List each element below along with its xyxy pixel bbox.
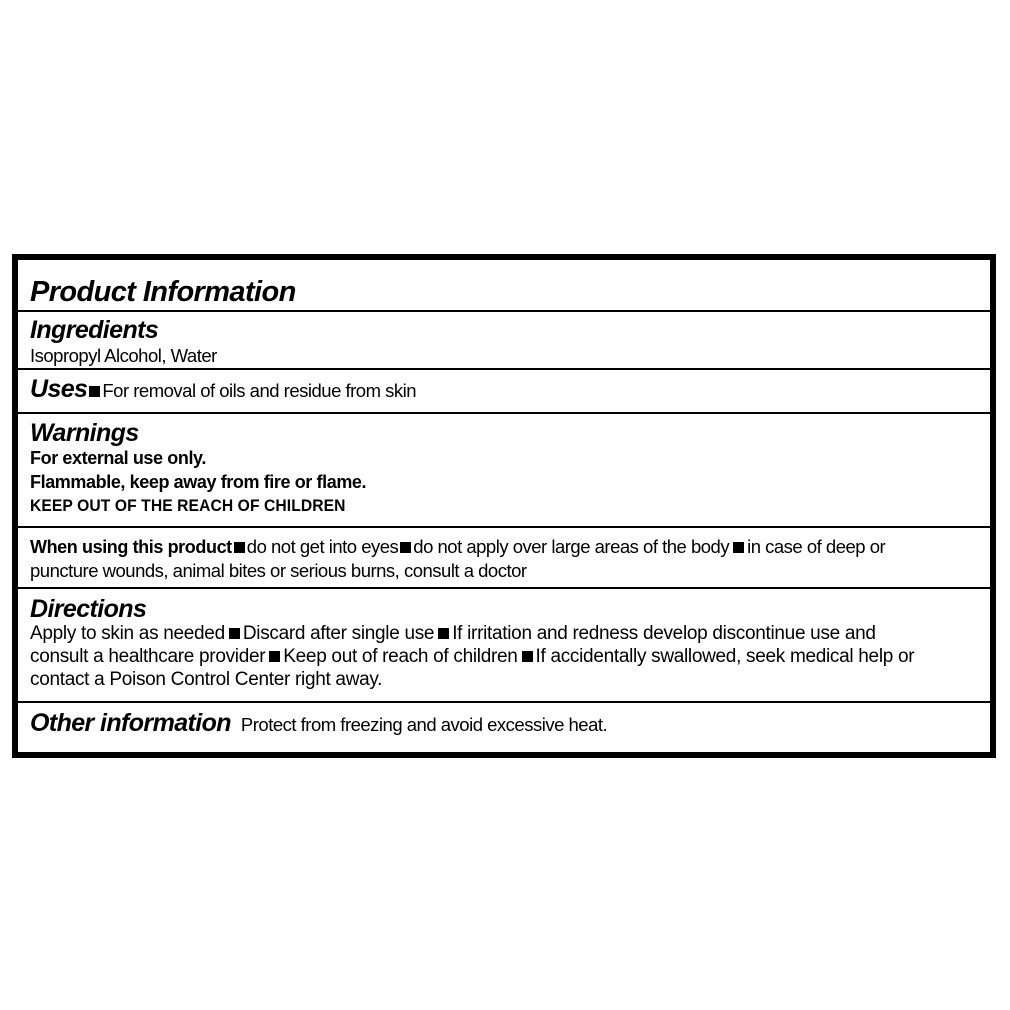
direction-item: Apply to skin as needed: [30, 623, 225, 644]
direction-item: Discard after single use: [242, 623, 435, 644]
direction-item-continued: contact a Poison Control Center right away.: [30, 669, 383, 690]
direction-item: If accidentally swallowed, seek medical help or: [535, 646, 915, 667]
ingredients-text: Isopropyl Alcohol, Water: [30, 345, 217, 366]
when-using-section: [18, 528, 990, 589]
direction-item: If irritation and redness develop discontinue use and: [452, 623, 876, 644]
warning-line-caps: KEEP OUT OF THE REACH OF CHILDREN: [30, 496, 346, 515]
warnings-heading: Warnings: [30, 419, 139, 447]
bullet-icon: [522, 651, 533, 662]
warnings-section: [18, 414, 990, 528]
directions-section: [18, 589, 990, 703]
bullet-icon: [229, 628, 240, 639]
uses-heading: Uses: [30, 375, 88, 403]
drug-facts-label: [12, 254, 996, 758]
ingredients-heading: Ingredients: [30, 316, 159, 344]
when-using-item: in case of deep or: [747, 536, 886, 557]
bullet-icon: [269, 651, 280, 662]
ingredients-section: [18, 312, 990, 370]
when-using-item: do not apply over large areas of the body: [413, 536, 730, 557]
other-information-text: Protect from freezing and avoid excessive heat.: [240, 714, 608, 735]
direction-item: Keep out of reach of children: [283, 646, 518, 667]
when-using-item-continued: puncture wounds, animal bites or serious burns, consult a doctor: [30, 560, 527, 581]
when-using-item: do not get into eyes: [246, 536, 399, 557]
uses-item: For removal of oils and residue from skin: [102, 380, 417, 401]
direction-item-continued: consult a healthcare provider: [30, 646, 266, 667]
other-information-heading: Other information: [30, 709, 231, 737]
when-using-heading: When using this product: [30, 537, 232, 557]
bullet-icon: [733, 542, 744, 553]
bullet-icon: [234, 542, 245, 553]
title-section: [18, 260, 990, 312]
warning-line: For external use only.: [30, 448, 206, 468]
label-title: Product Information: [30, 276, 296, 308]
warning-line: Flammable, keep away from fire or flame.: [30, 472, 367, 492]
bullet-icon: [400, 542, 411, 553]
directions-heading: Directions: [30, 595, 147, 623]
bullet-icon: [89, 386, 100, 397]
other-information-section: [18, 703, 990, 752]
bullet-icon: [438, 628, 449, 639]
uses-section: [18, 370, 990, 414]
